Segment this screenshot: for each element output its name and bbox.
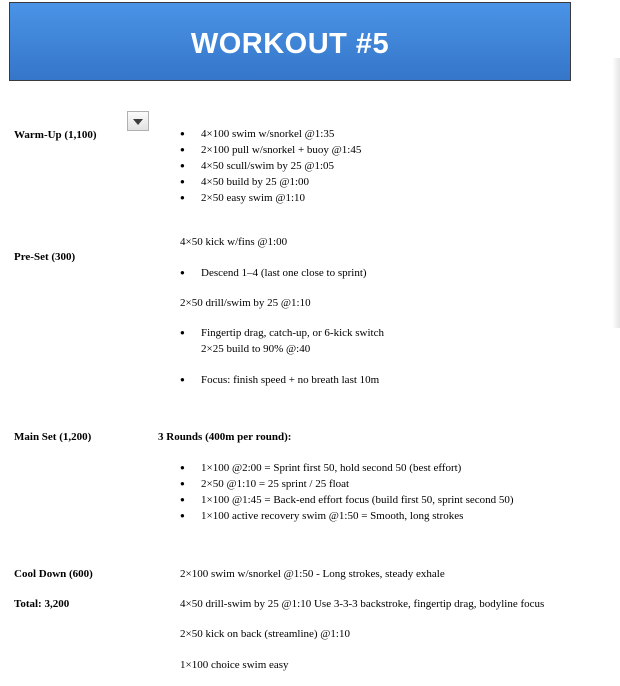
cooldown-line: 2×100 swim w/snorkel @1:50 - Long strokes, steady exhale	[180, 568, 445, 580]
mainset-list	[180, 460, 514, 524]
list-item: ● Descend 1–4 (last one close to sprint)	[180, 265, 367, 281]
list-item: ● 2×50 easy swim @1:10	[180, 190, 361, 206]
preset-bullets-3	[180, 372, 379, 388]
list-item: ● 4×50 scull/swim by 25 @1:05	[180, 158, 361, 174]
list-item	[180, 325, 384, 357]
list-item: ● 4×100 swim w/snorkel @1:35	[180, 126, 361, 142]
page-shadow	[612, 58, 620, 328]
preset-bullets-2	[180, 325, 384, 357]
warmup-list	[180, 126, 361, 206]
section-label-mainset: Main Set (1,200)	[14, 431, 92, 443]
mainset-heading: 3 Rounds (400m per round):	[158, 431, 292, 443]
chevron-down-icon	[133, 119, 143, 125]
page-title: WORKOUT #5	[190, 28, 390, 60]
section-label-preset: Pre-Set (300)	[14, 251, 76, 263]
list-item: ● 1×100 @2:00 = Sprint first 50, hold second 50 (best effort)	[180, 460, 514, 476]
list-item: ● 1×100 @1:45 = Back-end effort focus (build first 50, sprint second 50)	[180, 492, 514, 508]
section-label-cooldown: Cool Down (600)	[14, 568, 93, 580]
list-item: ● 4×50 build by 25 @1:00	[180, 174, 361, 190]
list-item: ● Focus: finish speed + no breath last 10m	[180, 372, 379, 388]
list-item: ● 2×50 @1:10 = 25 sprint / 25 float	[180, 476, 514, 492]
preset-line-2: 2×50 drill/swim by 25 @1:10	[180, 297, 311, 309]
dropdown-button[interactable]	[127, 111, 149, 131]
preset-bullets-1	[180, 265, 367, 281]
list-item-subtext: 2×25 build to 90% @:40	[201, 343, 311, 355]
list-item: ● 2×100 pull w/snorkel + buoy @1:45	[180, 142, 361, 158]
cooldown-line: 1×100 choice swim easy	[180, 659, 289, 671]
list-item-text: Fingertip drag, catch-up, or 6-kick switch	[201, 327, 384, 339]
section-label-total: Total: 3,200	[14, 598, 70, 610]
header-banner	[9, 2, 571, 81]
preset-line-1: 4×50 kick w/fins @1:00	[180, 236, 288, 248]
section-label-warmup: Warm-Up (1,100)	[14, 129, 97, 141]
list-item: ● 1×100 active recovery swim @1:50 = Smooth, long strokes	[180, 508, 514, 524]
cooldown-line: 4×50 drill-swim by 25 @1:10 Use 3-3-3 backstroke, fingertip drag, bodyline focus	[180, 598, 545, 610]
cooldown-line: 2×50 kick on back (streamline) @1:10	[180, 628, 350, 640]
